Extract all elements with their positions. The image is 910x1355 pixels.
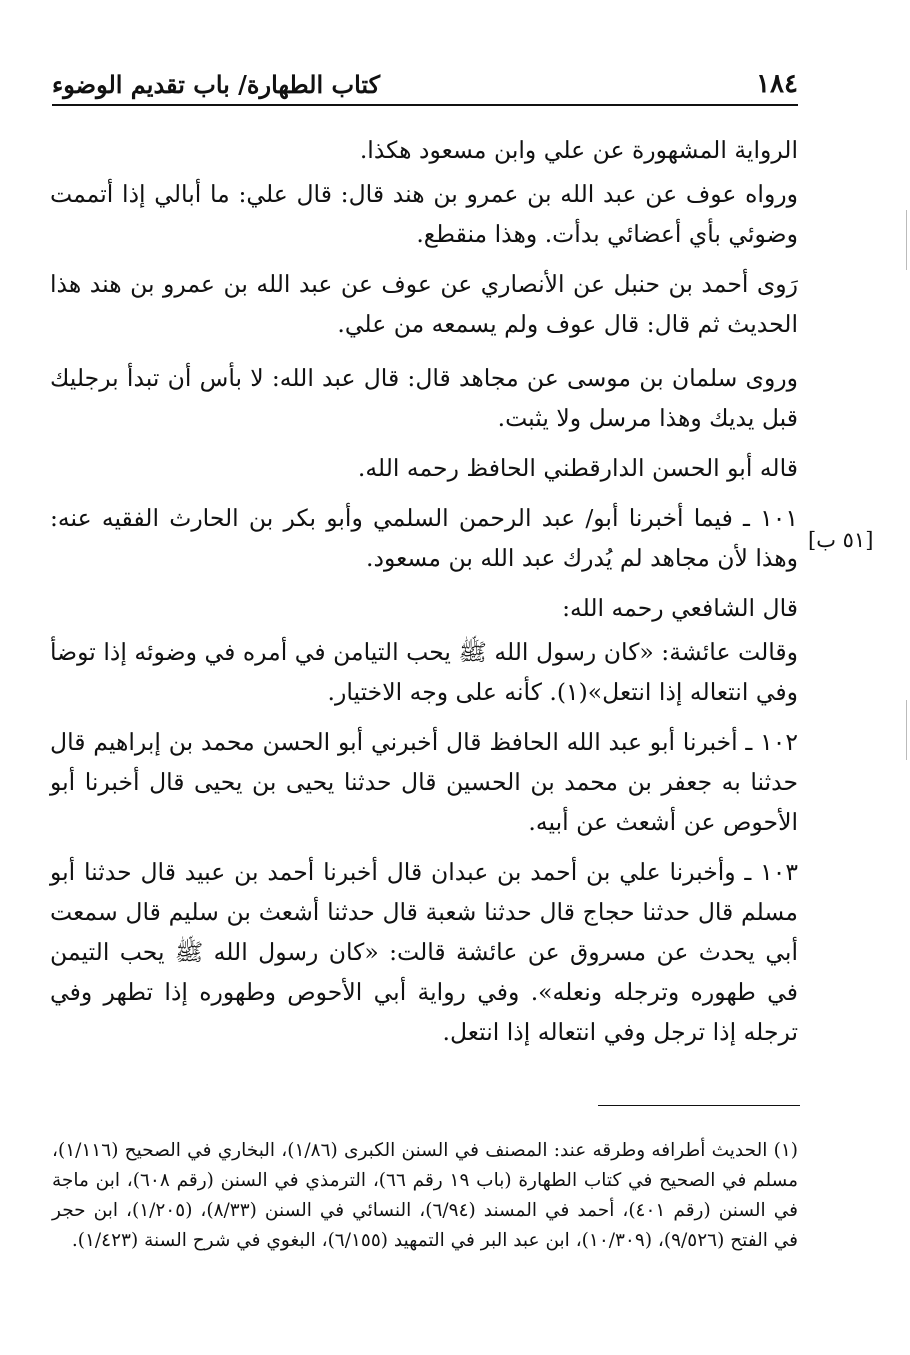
paragraph: وروى سلمان بن موسى عن مجاهد قال: قال عبد الله: لا بأس أن تبدأ برجليك قبل يديك وهذا مرسل ولا يثبت.: [50, 364, 798, 432]
page-edge-mark: [906, 210, 907, 270]
paragraph: ١٠١ ـ فيما أخبرنا أبو/ عبد الرحمن السلمي وأبو بكر بن الحارث الفقيه عنه: وهذا لأن مجاهد لم يُدرك عبد الله بن مسعود.: [50, 504, 798, 572]
paragraph: ١٠٢ ـ أخبرنا أبو عبد الله الحافظ قال أخبرني أبو الحسن محمد بن إبراهيم قال حدثنا به جعفر بن محمد بن الحسين قال حدثنا يحيى بن يحيى قال أخبرنا أبو الأحوص عن أشعث عن أبيه.: [50, 728, 798, 836]
paragraph: ١٠٣ ـ وأخبرنا علي بن أحمد بن عبدان قال أخبرنا أحمد بن عبيد قال حدثنا أبو مسلم قال حدثنا حجاج قال حدثنا شعبة قال حدثنا أشعث بن سليم قال سمعت أبي يحدث عن مسروق عن عائشة قالت: «كان رسول الله ﷺ يحب التيمن في طهوره وترجله ونعله». وفي رواية أبي الأحوص وطهوره إذا تطهر وفي ترجله إذا ترجل وفي انتعاله إذا انتعل.: [50, 858, 798, 1046]
page-edge-mark: [906, 700, 907, 760]
manuscript-folio-note: [٥١ ب]: [808, 528, 874, 552]
paragraph: قاله أبو الحسن الدارقطني الحافظ رحمه الله.: [357, 454, 798, 482]
paragraph: رَوى أحمد بن حنبل عن الأنصاري عن عوف عن عبد الله بن عمرو بن هند هذا الحديث ثم قال: قال عوف ولم يسمعه من علي.: [50, 270, 798, 338]
chapter-title: كتاب الطهارة/ باب تقديم الوضوء: [52, 69, 381, 99]
paragraph: الرواية المشهورة عن علي وابن مسعود هكذا.: [359, 136, 798, 164]
paragraph: وقالت عائشة: «كان رسول الله ﷺ يحب التيامن في أمره في وضوئه إذا توضأ وفي انتعاله إذا انتعل»(١). كأنه على وجه الاختيار.: [50, 638, 798, 706]
footnote: (١) الحديث أطرافه وطرقه عند: المصنف في السنن الكبرى (١/٨٦)، البخاري في الصحيح (١/١١٦)، مسلم في الصحيح في كتاب الطهارة (باب ١٩ رقم ٦٦)، الترمذي في السنن (رقم ٦٠٨)، ابن ماجة في السنن (رقم ٤٠١)، أحمد في المسند (٦/٩٤)، النسائي في السنن (٨/٣٣)، (١/٢٠٥)، ابن حجر في الفتح (٩/٥٢٦)، (١٠/٣٠٩)، ابن عبد البر في التمهيد (٦/١٥٥)، البغوي في شرح السنة (١/٤٢٣).: [52, 1140, 799, 1251]
paragraph: ورواه عوف عن عبد الله بن عمرو بن هند قال: قال علي: ما أبالي إذا أتممت وضوئي بأي أعضائي بدأت. وهذا منقطع.: [50, 180, 798, 248]
main-text: [50, 130, 798, 1062]
page-number: ١٨٤: [756, 69, 798, 99]
footnote-separator: [598, 1105, 800, 1106]
running-header: [52, 64, 798, 106]
paragraph: قال الشافعي رحمه الله:: [562, 594, 798, 622]
